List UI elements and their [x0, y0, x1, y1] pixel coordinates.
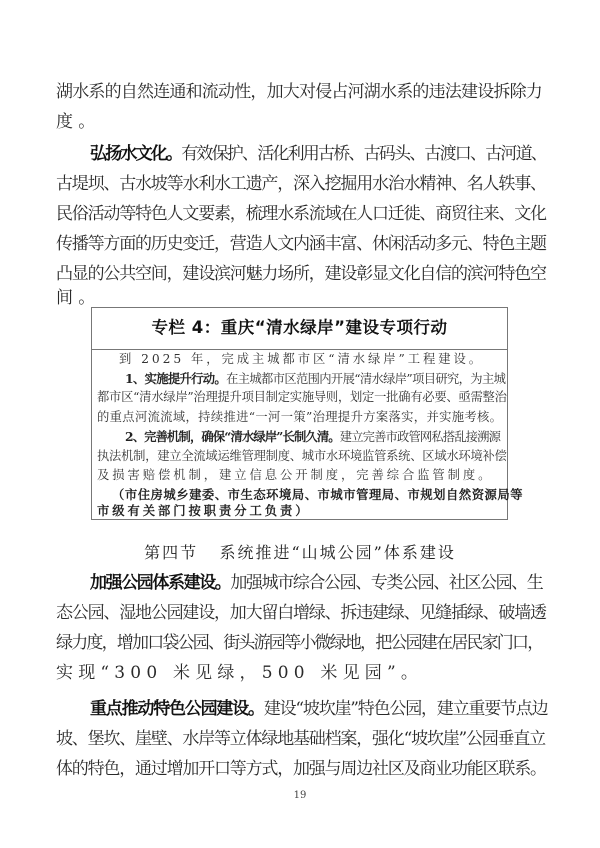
paragraph-line	[90, 139, 546, 169]
section-name: 系统推进“山城公园”体系建设	[219, 543, 456, 562]
paragraph-line: 民俗活动等特色人文要素，梳理水系流域在人口迁徙、商贸往来、文化	[56, 204, 546, 224]
paragraph-line: 坡、堡坎、崖壁、水岸等立体绿地基础档案，强化“坡坎崖”公园垂直立	[56, 729, 545, 749]
page-number: 19	[293, 790, 307, 801]
paragraph-line: 态公园、湿地公园建设，加大留白增绿、拆违建绿、见缝插绿、破墙透	[56, 603, 546, 623]
paragraph-line	[90, 694, 546, 724]
paragraph-text: 加强城市综合公园、专类公园、社区公园、生	[230, 573, 543, 593]
section-title	[0, 540, 600, 566]
paragraph-line: 绿力度，增加口袋公园、街头游园等小微绿地，把公园建在居民家门口，	[56, 633, 543, 653]
box-responsible-line: 市级有关部门按职责分工负责）	[97, 503, 311, 518]
special-column-box	[91, 307, 524, 520]
paragraph-line	[90, 568, 546, 598]
box-line	[125, 369, 505, 389]
paragraph-heading: 重点推动特色公园建设。	[90, 699, 264, 719]
paragraph-line: 湖水系的自然连通和流动性，加大对侵占河湖水系的违法建设拆除力	[56, 82, 542, 102]
paragraph-text: 建设“坡坎崖”特色公园，建立重要节点边	[263, 699, 548, 719]
box-item-text: 建立完善市政管网私搭乱接溯源	[339, 430, 501, 444]
paragraph-line: 传播等方面的历史变迁，营造人文内涵丰富、休闲活动多元、特色主题	[56, 234, 546, 254]
paragraph-heading: 弘扬水文化。	[90, 144, 182, 164]
box-line: 到 2025 年，完成主城都市区“清水绿岸”工程建设。	[119, 352, 484, 366]
paragraph-line: 间。	[56, 288, 101, 308]
box-line	[125, 427, 505, 447]
box-title: 专栏 4：重庆“清水绿岸”建设专项行动	[92, 308, 507, 350]
box-item-heading: 1、实施提升行动。	[125, 371, 227, 386]
paragraph-line: 实现“300 米见绿，500 米见园”。	[56, 663, 424, 683]
section-number: 第四节	[144, 543, 199, 562]
paragraph-line: 古堤坝、古水坡等水利水工遗产，深入挖掘用水治水精神、名人轶事、	[56, 174, 546, 194]
paragraph-line: 凸显的公共空间，建设滨河魅力场所，建设彰显文化自信的滨河特色空	[56, 264, 546, 284]
box-line: 执法机制，建立全流域运维管理制度、城市水环境监管系统、区域水环境补偿	[97, 449, 507, 463]
box-line: 的重点河流流域，持续推进“一河一策”治理提升方案落实，并实施考核。	[97, 410, 503, 424]
box-responsible-line: （市住房城乡建委、市生态环境局、市城市管理局、市规划自然资源局等	[112, 487, 524, 502]
paragraph-heading: 加强公园体系建设。	[90, 573, 231, 593]
paragraph-line: 体的特色，通过增加开口等方式，加强与周边社区及商业功能区联系。	[56, 759, 546, 779]
box-item-text: 在主城都市区范围内开展“清水绿岸”项目研究，为主城	[226, 372, 506, 386]
box-line: 都市区“清水绿岸”治理提升项目制定实施导则，划定一批确有必要、亟需整治	[97, 390, 507, 404]
paragraph-text: 有效保护、活化利用古桥、古码头、古渡口、古河道、	[181, 144, 547, 164]
box-item-heading: 2、完善机制，确保“清水绿岸”长制久清。	[125, 429, 340, 444]
paragraph-line: 度。	[56, 112, 101, 132]
box-line: 及损害赔偿机制，建立信息公开制度，完善综合监管制度。	[97, 468, 494, 482]
